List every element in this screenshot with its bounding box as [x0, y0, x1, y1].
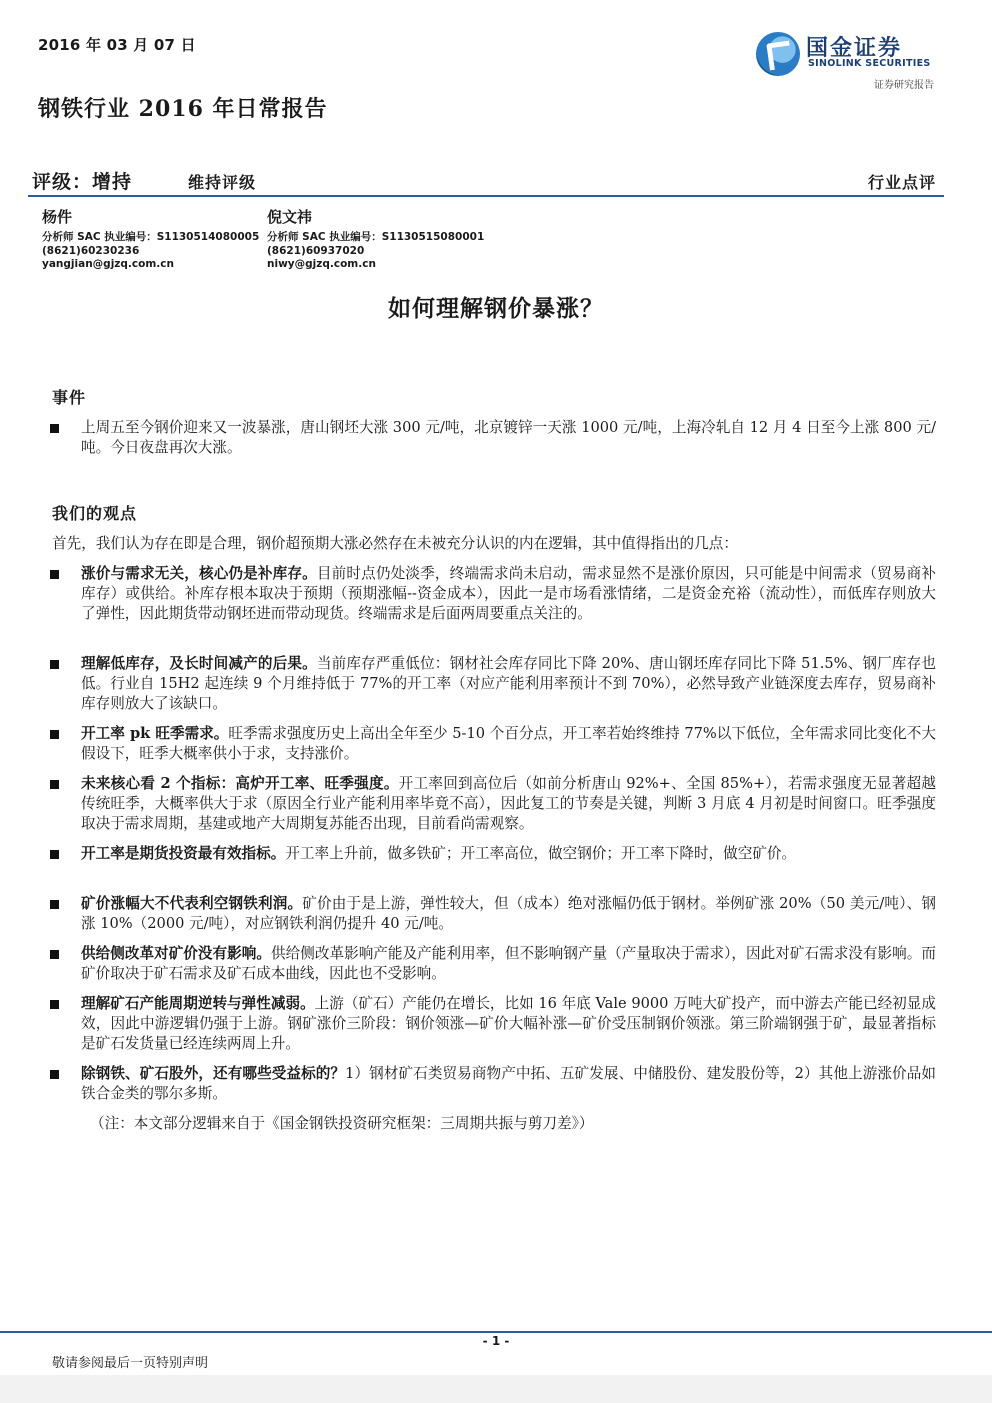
- list-item: [50, 894, 936, 934]
- bullet-square-icon: [50, 850, 59, 859]
- article-title: 如何理解钢价暴涨？: [388, 295, 604, 322]
- point-body: 上游（矿石）产能仍在增长，比如 16 年底 Vale 9000 万吨大矿投产，而中游去产能已经初显成效，因此中游逻辑仍强于上游。钢矿涨价三阶段：钢价领涨—矿价大幅补涨—矿价受压制钢价领涨。第三阶端钢强于矿，最显著指标是矿石发货量已经连续两周上升。: [81, 995, 936, 1052]
- footer-divider: [0, 1331, 992, 1333]
- sinolink-logo-icon: [756, 32, 800, 76]
- point-body: 旺季需求强度历史上高出全年至少 5-10 个百分点，开工率若始终维持 77%以下低位，全年需求同比变化不大假设下，旺季大概率供小于求，支持涨价。: [81, 725, 936, 762]
- analyst-name: 倪文祎: [267, 208, 313, 226]
- analyst-phone: (8621)60937020: [267, 244, 365, 257]
- bullet-square-icon: [50, 950, 59, 959]
- point-lead: 未来核心看 2 个指标：高炉开工率、旺季强度。: [81, 775, 399, 792]
- analyst-sac: 分析师 SAC 执业编号：S1130514080005: [42, 231, 260, 243]
- bullet-square-icon: [50, 1070, 59, 1079]
- rating-keep: 维持评级: [188, 173, 257, 192]
- point-body: 1）钢材矿石类贸易商物产中拓、五矿发展、中储股份、建发股份等，2）其他上游涨价品如铁合金类的鄂尔多斯。: [81, 1065, 936, 1102]
- analyst-email[interactable]: yangjian@gjzq.com.cn: [42, 258, 174, 270]
- list-item: [50, 1064, 936, 1104]
- point-body: 开工率回到高位后（如前分析唐山 92%+、全国 85%+），若需求强度无显著超越传统旺季，大概率供大于求（原因全行业产能利用率毕竟不高），因此复工的节奏是关键，判断 3 月底 4 月初是时间窗口。旺季强度取决于需求周期，基建或地产大周期复苏能否出现，目前看尚需观察。: [81, 775, 936, 832]
- point-body: 当前库存严重低位：钢材社会库存同比下降 20%、唐山钢坯库存同比下降 51.5%、钢厂库存也低。行业自 15H2 起连续 9 个月维持低于 77%的开工率（对应产能利用率预计不到 70%），必然导致产业链深度去库存，贸易商补库存则放大了该缺口。: [81, 655, 936, 712]
- report-date: 2016 年 03 月 07 日: [38, 36, 196, 54]
- logo-subtitle: 证券研究报告: [874, 80, 934, 91]
- analyst-phone: (8621)60230236: [42, 244, 140, 257]
- point-body: 供给侧改革影响产能及产能利用率，但不影响钢产量（产量取决于需求），因此对矿石需求没有影响。而矿价取决于矿石需求及矿石成本曲线，因此也不受影响。: [81, 945, 936, 982]
- list-item: [50, 944, 936, 984]
- point-body: 目前时点仍处淡季，终端需求尚未启动，需求显然不是涨价原因，只可能是中间需求（贸易商补库存）或供给。补库存根本取决于预期（预期涨幅--资金成本），因此一是市场看涨情绪，二是资金充裕（流动性），而低库存则放大了弹性，因此期货带动钢坯进而带动现货。终端需求是后面两周要重点关注的。: [81, 565, 936, 622]
- analyst-card: [267, 208, 484, 272]
- point-lead: 开工率 pk 旺季需求。: [81, 725, 229, 742]
- list-item: [50, 564, 936, 624]
- bullet-square-icon: [50, 730, 59, 739]
- point-body: 开工率上升前，做多铁矿；开工率高位，做空钢价；开工率下降时，做空矿价。: [285, 845, 797, 862]
- logo-en-text: SINOLINK SECURITIES: [808, 58, 931, 69]
- event-bullet: [50, 418, 936, 458]
- analyst-name: 杨件: [42, 208, 73, 226]
- bullet-square-icon: [50, 780, 59, 789]
- bullet-square-icon: [50, 1000, 59, 1009]
- bullet-square-icon: [50, 570, 59, 579]
- point-lead: 矿价涨幅大不代表利空钢铁利润。: [81, 895, 303, 912]
- bullet-square-icon: [50, 900, 59, 909]
- point-lead: 除钢铁、矿石股外，还有哪些受益标的？: [81, 1065, 346, 1082]
- list-item: [50, 654, 936, 714]
- point-lead: 供给侧改革对矿价没有影响。: [81, 945, 271, 962]
- analyst-email[interactable]: niwy@gjzq.com.cn: [267, 258, 376, 270]
- disclaimer-note: 敬请参阅最后一页特别声明: [52, 1356, 209, 1371]
- list-item: [50, 774, 936, 834]
- bullet-square-icon: [50, 660, 59, 669]
- list-item: [50, 844, 936, 864]
- rating-label: 评级：增持: [32, 171, 133, 193]
- views-intro: 首先，我们认为存在即是合理，钢价超预期大涨必然存在未被充分认识的内在逻辑，其中值得指出的几点：: [52, 535, 738, 552]
- event-heading: 事件: [52, 388, 87, 407]
- rating-band: [28, 167, 944, 197]
- analyst-card: [42, 208, 259, 272]
- list-item: [50, 994, 936, 1054]
- point-body: 矿价由于是上游，弹性较大，但（成本）绝对涨幅仍低于钢材。举例矿涨 20%（50 美元/吨）、钢涨 10%（2000 元/吨），对应钢铁利润仍提升 40 元/吨。: [81, 895, 936, 932]
- analyst-sac: 分析师 SAC 执业编号：S1130515080001: [267, 231, 485, 243]
- bullet-square-icon: [50, 424, 59, 433]
- report-type: 行业点评: [867, 173, 936, 192]
- point-lead: 涨价与需求无关，核心仍是补库存。: [81, 565, 317, 582]
- logo-cn-text: 国金证券: [806, 36, 903, 61]
- point-lead: 理解矿石产能周期逆转与弹性减弱。: [81, 995, 315, 1012]
- list-item: [50, 724, 936, 764]
- page-number: - 1 -: [482, 1334, 510, 1348]
- company-logo: [756, 30, 946, 96]
- point-lead: 理解低库存，及长时间减产的后果。: [81, 655, 317, 672]
- point-lead: 开工率是期货投资最有效指标。: [81, 845, 286, 862]
- footer-band: [0, 1375, 992, 1403]
- report-series-title: 钢铁行业 2016 年日常报告: [38, 96, 328, 122]
- views-heading: 我们的观点: [52, 504, 138, 523]
- event-text: 上周五至今钢价迎来又一波暴涨，唐山钢坯大涨 300 元/吨，北京镀锌一天涨 1000 元/吨，上海冷轧自 12 月 4 日至今上涨 800 元/吨。今日夜盘再次大涨。: [81, 419, 936, 456]
- source-note: （注：本文部分逻辑来自于《国金钢铁投资研究框架：三周期共振与剪刀差》）: [90, 1115, 594, 1132]
